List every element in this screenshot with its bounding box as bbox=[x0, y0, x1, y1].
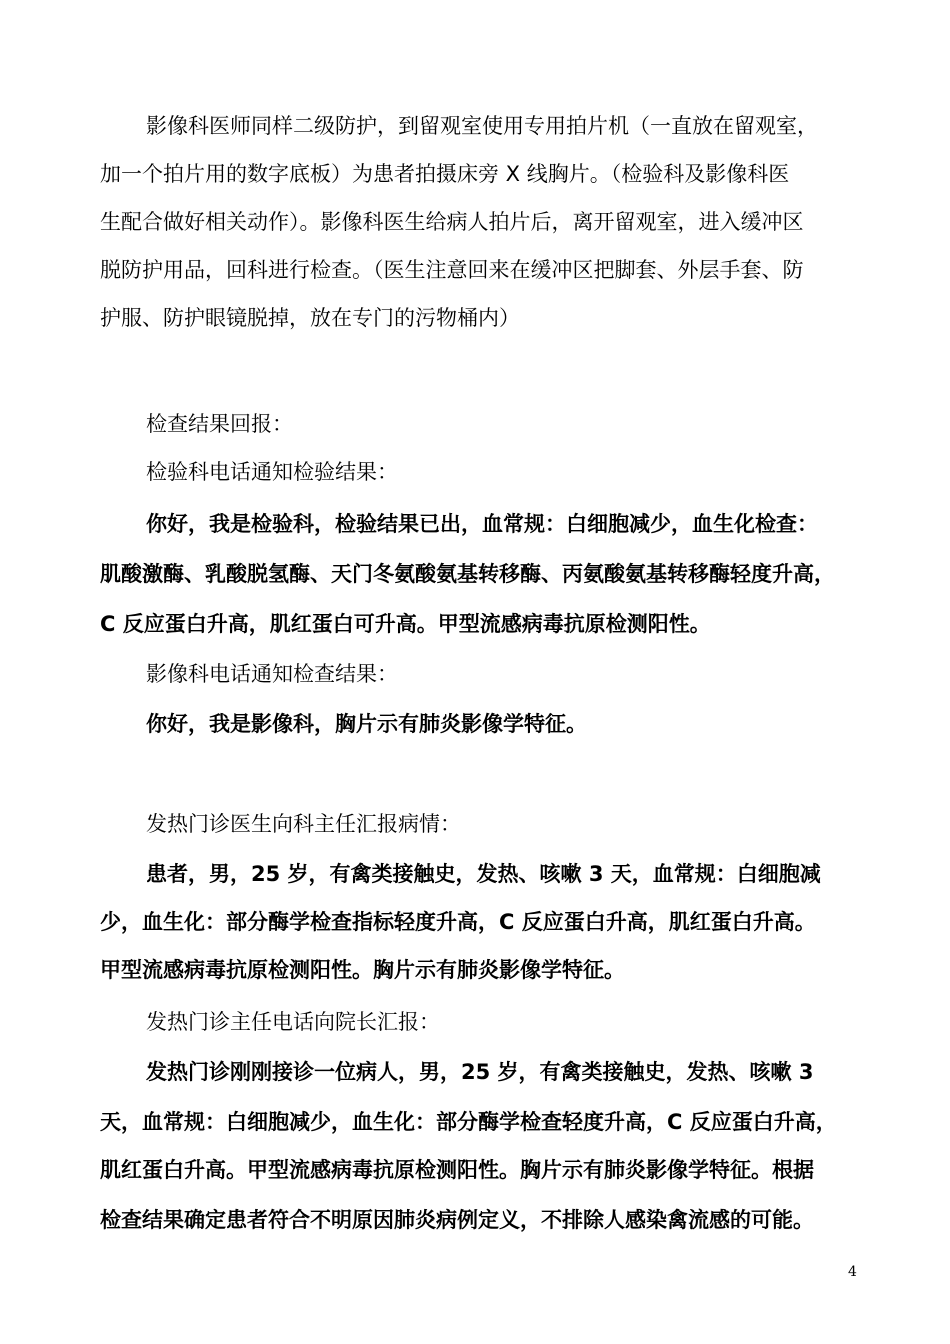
director-report-line3: 肌红蛋白升高。甲型流感病毒抗原检测阳性。胸片示有肺炎影像学特征。根据 bbox=[100, 1158, 814, 1182]
lab-heading: 检验科电话通知检验结果： bbox=[146, 460, 398, 484]
page-number: 4 bbox=[848, 1264, 857, 1280]
director-report-line4: 检查结果确定患者符合不明原因肺炎病例定义，不排除人感染禽流感的可能。 bbox=[100, 1208, 814, 1232]
results-heading: 检查结果回报： bbox=[146, 412, 293, 436]
lab-result-line2: 肌酸激酶、乳酸脱氢酶、天门冬氨酸氨基转移酶、丙氨酸氨基转移酶轻度升高， bbox=[100, 562, 835, 586]
report-heading: 发热门诊医生向科主任汇报病情： bbox=[146, 812, 461, 836]
report-line3: 甲型流感病毒抗原检测阳性。胸片示有肺炎影像学特征。 bbox=[100, 958, 625, 982]
para1-text: 加一个拍片用的数字底板）为患者拍摄床旁 X 线胸片。 bbox=[100, 162, 611, 186]
imaging-heading: 影像科电话通知检查结果： bbox=[146, 662, 398, 686]
director-report-line1: 发热门诊刚刚接诊一位病人，男，25 岁，有禽类接触史，发热、咳嗽 3 bbox=[146, 1060, 814, 1084]
para1-text-serif: 放在留观室， bbox=[692, 114, 818, 138]
lab-result-line1: 你好，我是检验科，检验结果已出，血常规：白细胞减少，血生化检查： bbox=[146, 512, 818, 536]
report-line1: 患者，男，25 岁，有禽类接触史，发热、咳嗽 3 天，血常规：白细胞减 bbox=[146, 862, 821, 886]
para1-text-serif: 生配合做好相关动作）。 bbox=[100, 210, 321, 234]
para1-text-serif: （医生注意回来在缓冲区把脚套、外层手套、防 bbox=[373, 258, 804, 282]
para1-text: 影像科医师同样二级防护，到留观室使用专用拍片机（一直 bbox=[146, 114, 692, 138]
para1-line2 bbox=[100, 150, 870, 198]
director-report-line2: 天，血常规：白细胞减少，血生化：部分酶学检查轻度升高，C 反应蛋白升高， bbox=[100, 1110, 837, 1134]
para1-line1 bbox=[146, 102, 916, 150]
imaging-result: 你好，我是影像科，胸片示有肺炎影像学特征。 bbox=[146, 712, 587, 736]
director-heading: 发热门诊主任电话向院长汇报： bbox=[146, 1010, 440, 1034]
para1-line4 bbox=[100, 246, 870, 294]
lab-result-line3: C 反应蛋白升高，肌红蛋白可升高。甲型流感病毒抗原检测阳性。 bbox=[100, 612, 711, 636]
para1-line3 bbox=[100, 198, 870, 246]
para1-line5: 护服、防护眼镜脱掉，放在专门的污物桶内） bbox=[100, 306, 520, 330]
report-line2: 少，血生化：部分酶学检查指标轻度升高，C 反应蛋白升高，肌红蛋白升高。 bbox=[100, 910, 816, 934]
para1-text-serif: （检验科及影像科医 bbox=[610, 162, 790, 186]
para1-text: 脱防护用品，回科进行检查。 bbox=[100, 258, 373, 282]
para1-text: 影像科医生给病人拍片后，离开留观室，进入缓冲区 bbox=[320, 210, 804, 234]
